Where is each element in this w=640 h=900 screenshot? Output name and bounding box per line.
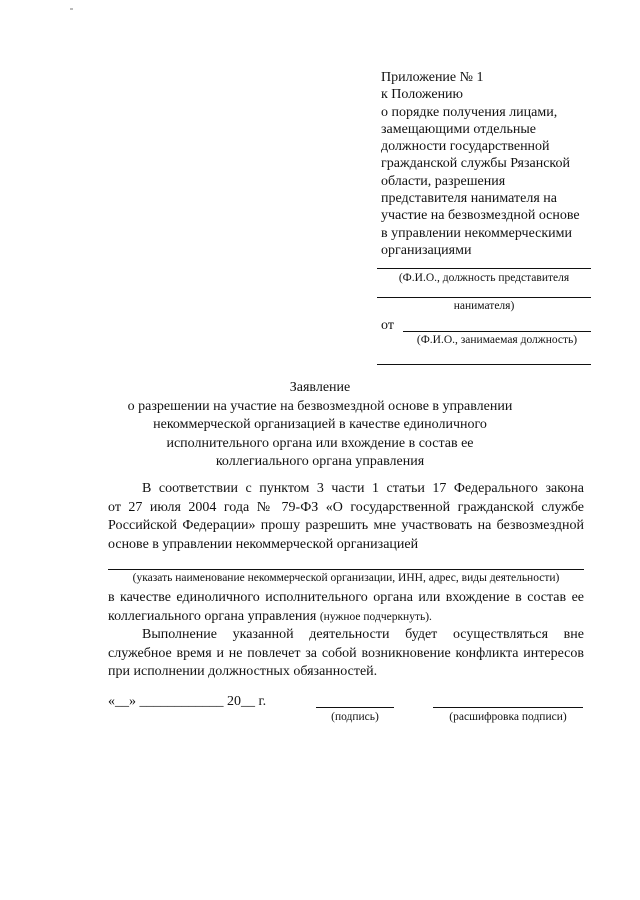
annex-line: Приложение № 1 bbox=[381, 70, 484, 85]
applicant-caption: (Ф.И.О., занимаемая должность) bbox=[416, 334, 578, 346]
signature-line[interactable] bbox=[316, 707, 394, 708]
paragraph-line: Выполнение указанной деятельности будет осуществляться вне bbox=[142, 627, 584, 642]
annex-line: представителя нанимателя на bbox=[381, 191, 557, 207]
title-line: коллегиального органа управления bbox=[215, 454, 425, 469]
paragraph-line: В соответствии с пунктом 3 части 1 статьи 17 Федерального закона bbox=[142, 481, 584, 496]
annex-line: гражданской службы Рязанской bbox=[381, 156, 571, 172]
statement-title bbox=[100, 379, 540, 472]
annex-line: участие на безвозмездной основе bbox=[381, 208, 580, 224]
date-field[interactable]: «__» ____________ 20__ г. bbox=[108, 694, 267, 709]
page-title: Заявление bbox=[289, 380, 351, 395]
signature-decode-caption: (расшифровка подписи) bbox=[449, 711, 567, 723]
annex-line: организациями bbox=[381, 242, 472, 258]
addressee-caption: (Ф.И.О., должность представителя bbox=[398, 272, 570, 284]
annex-line: должности государственной bbox=[381, 139, 550, 155]
underline-note: (нужное подчеркнуть). bbox=[319, 610, 432, 623]
from-label: от bbox=[381, 318, 394, 333]
addressee-caption: нанимателя) bbox=[453, 300, 515, 312]
paragraph-line: от 27 июля 2004 года № 79-ФЗ «О государственной гражданской службе bbox=[108, 499, 584, 515]
paragraph-line: основе в управлении некоммерческой организацией bbox=[108, 536, 419, 552]
applicant-field-line[interactable] bbox=[377, 364, 591, 365]
paragraph-line: при исполнении должностных обязанностей. bbox=[108, 664, 378, 679]
title-line: некоммерческой организацией в качестве единоличного bbox=[153, 417, 487, 432]
paragraph-line bbox=[108, 608, 584, 627]
paragraph-1 bbox=[108, 480, 584, 554]
scan-mark bbox=[70, 8, 73, 10]
paragraph-line: служебное время и не повлечет за собой возникновение конфликта интересов bbox=[108, 645, 584, 661]
annex-line: в управлении некоммерческими bbox=[381, 225, 572, 241]
signature-caption: (подпись) bbox=[331, 711, 379, 723]
signature-decode-line[interactable] bbox=[433, 707, 583, 708]
addressee-field-line[interactable] bbox=[377, 297, 591, 298]
annex-line: к Положению bbox=[381, 87, 464, 103]
paragraph-2 bbox=[108, 589, 584, 626]
annex-block bbox=[381, 69, 611, 259]
organization-caption: (указать наименование некоммерческой организации, ИНН, адрес, виды деятельности) bbox=[132, 572, 560, 584]
organization-field-line[interactable] bbox=[108, 569, 584, 570]
addressee-field-line[interactable] bbox=[377, 268, 591, 269]
annex-line: области, разрешения bbox=[381, 173, 506, 189]
title-line: исполнительного органа или вхождение в состав ее bbox=[166, 435, 474, 451]
paragraph-3 bbox=[108, 626, 584, 682]
annex-line: замещающими отдельные bbox=[381, 121, 536, 137]
paragraph-line: Российской Федерации» прошу разрешить мне участвовать на безвозмездной bbox=[108, 518, 584, 533]
annex-line: о порядке получения лицами, bbox=[381, 104, 558, 120]
applicant-field-line[interactable] bbox=[403, 331, 591, 332]
paragraph-line: в качестве единоличного исполнительного органа или вхождение в состав ее bbox=[108, 590, 584, 605]
paragraph-text: коллегиального органа управления bbox=[108, 608, 317, 624]
title-line: о разрешении на участие на безвозмездной основе в управлении bbox=[127, 398, 513, 414]
